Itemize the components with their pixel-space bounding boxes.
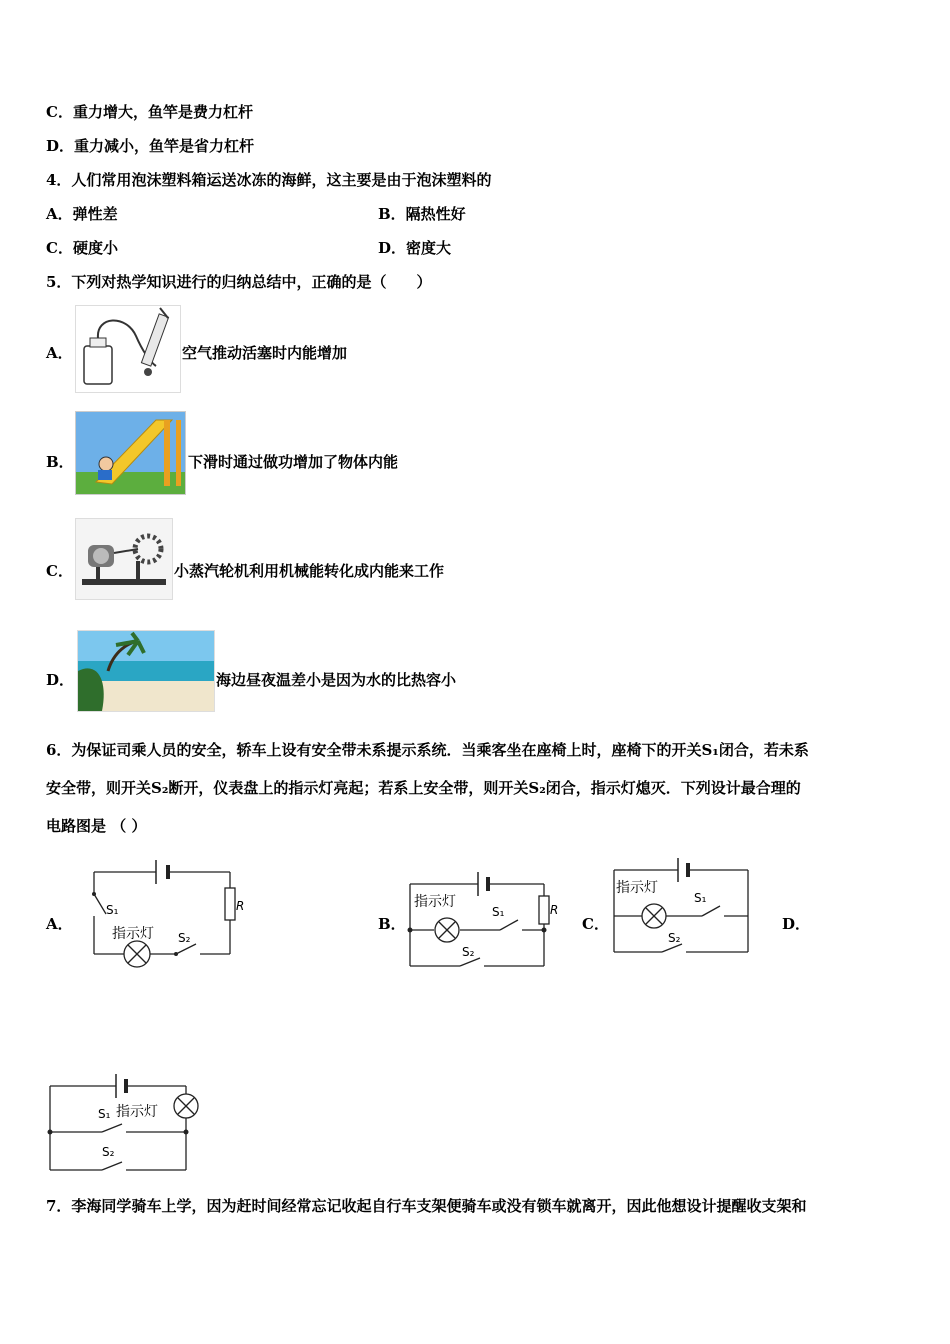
circuit-b-s2-label: S₂: [462, 945, 475, 959]
q4-stem: 4．人们常用泡沫塑料箱运送冰冻的海鲜，这主要是由于泡沫塑料的: [46, 171, 492, 189]
circuit-c-s1-label: S₁: [694, 891, 707, 905]
q6-option-d-letter: D．: [782, 915, 811, 933]
circuit-c-s2-label: S₂: [668, 931, 681, 945]
circuit-a-diagram: [80, 848, 260, 970]
circuit-a-resistor-label: R: [236, 899, 245, 913]
q5-option-b-letter: B．: [46, 453, 74, 471]
q5-option-b-text: 下滑时通过做功增加了物体内能: [188, 453, 399, 471]
q6-stem-line2: 安全带，则开关S₂断开，仪表盘上的指示灯亮起；若系上安全带，则开关S₂闭合，指示灯熄灭．下列设计最合理的: [46, 779, 801, 797]
q4-option-a: A．弹性差: [46, 205, 118, 223]
circuit-a-s1-label: S₁: [106, 903, 119, 917]
q5-option-d-letter: D．: [46, 671, 75, 689]
q5-option-a-letter: A．: [46, 344, 73, 362]
q4-option-d: D．密度大: [378, 239, 452, 257]
circuit-d-diagram: [42, 1066, 206, 1174]
circuit-d-s1-label: S₁: [98, 1107, 111, 1121]
q6-stem-line3: 电路图是 （ ）: [46, 817, 147, 835]
circuit-c-lamp-label: 指示灯: [616, 880, 658, 896]
circuit-b-lamp-label: 指示灯: [414, 894, 456, 910]
steam-turbine-image: [75, 518, 173, 600]
q6-stem-line1: 6．为保证司乘人员的安全，轿车上设有安全带未系提示系统．当乘客坐在座椅上时，座椅下的开关S₁闭合，若未系: [46, 741, 809, 759]
q5-option-d-text: 海边昼夜温差小是因为水的比热容小: [216, 671, 457, 689]
q5-option-c-letter: C．: [46, 562, 73, 580]
circuit-a-s2-label: S₂: [178, 931, 191, 945]
q5-stem: 5．下列对热学知识进行的归纳总结中，正确的是（ ）: [46, 273, 432, 291]
circuit-b-s1-label: S₁: [492, 905, 505, 919]
seaside-beach-image: [77, 630, 215, 712]
circuit-c-diagram: [608, 850, 756, 958]
q4-option-c: C．硬度小: [46, 239, 118, 257]
q6-option-c-letter: C．: [582, 915, 609, 933]
q5-option-c-text: 小蒸汽轮机利用机械能转化成内能来工作: [174, 562, 445, 580]
slide-child-image: [75, 411, 186, 495]
q3-option-d: D．重力减小，鱼竿是省力杠杆: [46, 137, 255, 155]
circuit-d-lamp-label: 指示灯: [116, 1104, 158, 1120]
circuit-a-lamp-label: 指示灯: [112, 926, 154, 942]
q6-option-a-letter: A．: [46, 915, 73, 933]
q4-option-b: B．隔热性好: [378, 205, 466, 223]
q7-stem: 7．李海同学骑车上学，因为赶时间经常忘记收起自行车支架便骑车或没有锁车就离开，因此他想设计提醒收支架和: [46, 1197, 807, 1215]
q5-option-a-text: 空气推动活塞时内能增加: [182, 344, 348, 362]
q3-option-c: C．重力增大，鱼竿是费力杠杆: [46, 103, 253, 121]
circuit-d-s2-label: S₂: [102, 1145, 115, 1159]
air-pump-bottle-image: [75, 305, 181, 393]
circuit-b-diagram: [404, 866, 559, 972]
q6-option-b-letter: B．: [378, 915, 406, 933]
circuit-b-resistor-label: R: [550, 903, 559, 917]
